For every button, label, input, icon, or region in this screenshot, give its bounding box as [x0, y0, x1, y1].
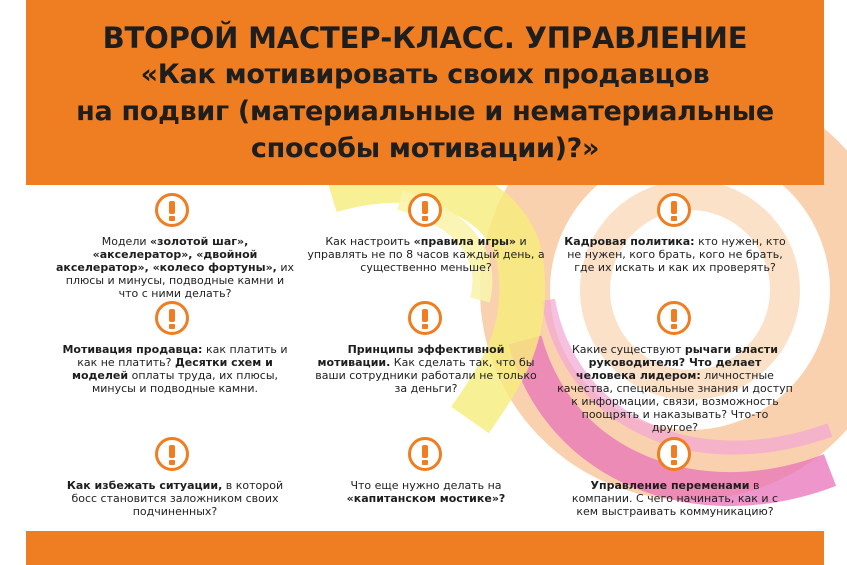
item-text-bold: рычаги власти руководителя? Что делает человека лидером: [576, 343, 779, 382]
item-text: в компании. С чего начинать, как и с кем выстраивать коммуникацию? [571, 479, 779, 518]
item-1 [55, 235, 295, 300]
item-text: кто нужен, кто не нужен, кого брать, кого не брать, где их искать и как их проверять? [567, 235, 786, 274]
header-subtitle-line-1: «Как мотивировать своих продавцов [140, 59, 710, 90]
item-text: Модели [101, 235, 150, 248]
item-8 [326, 479, 526, 505]
exclamation-circle-icon [408, 193, 442, 227]
item-text: их плюсы и минусы, подводные камни и что с ними делать? [65, 261, 295, 300]
header-title: ВТОРОЙ МАСТЕР-КЛАСС. УПРАВЛЕНИЕ [102, 21, 748, 55]
item-text-bold: «капитанском мостике»? [346, 492, 506, 505]
item-9 [560, 479, 790, 518]
header-subtitle-line-2: на подвиг (материальные и нематериальные [76, 96, 774, 127]
item-text-bold: «правила игры» [413, 235, 517, 248]
exclamation-circle-icon [408, 437, 442, 471]
item-text-bold: Принципы эффективной мотивации. [317, 343, 505, 369]
footer-bar [26, 531, 824, 565]
item-text: Как настроить [325, 235, 414, 248]
item-4 [55, 343, 295, 395]
item-5 [313, 343, 539, 395]
item-3 [560, 235, 790, 274]
item-text: личностные качества, специальные знания и доступ к информации, связи, возможность поощрять и наказывать? Что-то другое? [557, 369, 793, 434]
item-text-bold: Управление переменами [590, 479, 750, 492]
item-text: Что еще нужно делать на [350, 479, 502, 492]
item-text: Как сделать так, что бы ваши сотрудники работали не только за деньги? [315, 356, 537, 395]
item-text-bold: Десятки схем и моделей [71, 356, 273, 382]
item-2 [306, 235, 546, 274]
item-text: Какие существуют [571, 343, 685, 356]
item-text-bold: «золотой шаг», «акселератор», «двойной акселератор», «колесо фортуны», [55, 235, 277, 274]
header-banner [26, 0, 824, 185]
header-subtitle-line-3: способы мотивации)?» [250, 133, 600, 164]
exclamation-circle-icon [155, 301, 189, 335]
exclamation-circle-icon [408, 301, 442, 335]
exclamation-circle-icon [155, 437, 189, 471]
item-text-bold: Мотивация продавца: [62, 343, 203, 356]
item-text: и управлять не по 8 часов каждый день, а существенно меньше? [307, 235, 545, 274]
exclamation-circle-icon [657, 193, 691, 227]
item-7 [55, 479, 295, 518]
item-text: в которой босс становится заложником своих подчиненных? [71, 479, 284, 518]
exclamation-circle-icon [657, 437, 691, 471]
exclamation-circle-icon [657, 301, 691, 335]
item-text-bold: Как избежать ситуации, [66, 479, 223, 492]
exclamation-circle-icon [155, 193, 189, 227]
item-text-bold: Кадровая политика: [564, 235, 695, 248]
item-text: оплаты труда, их плюсы, минусы и подводные камни. [91, 369, 278, 395]
item-6 [557, 343, 793, 434]
item-text: как платить и как не платить? [77, 343, 288, 369]
